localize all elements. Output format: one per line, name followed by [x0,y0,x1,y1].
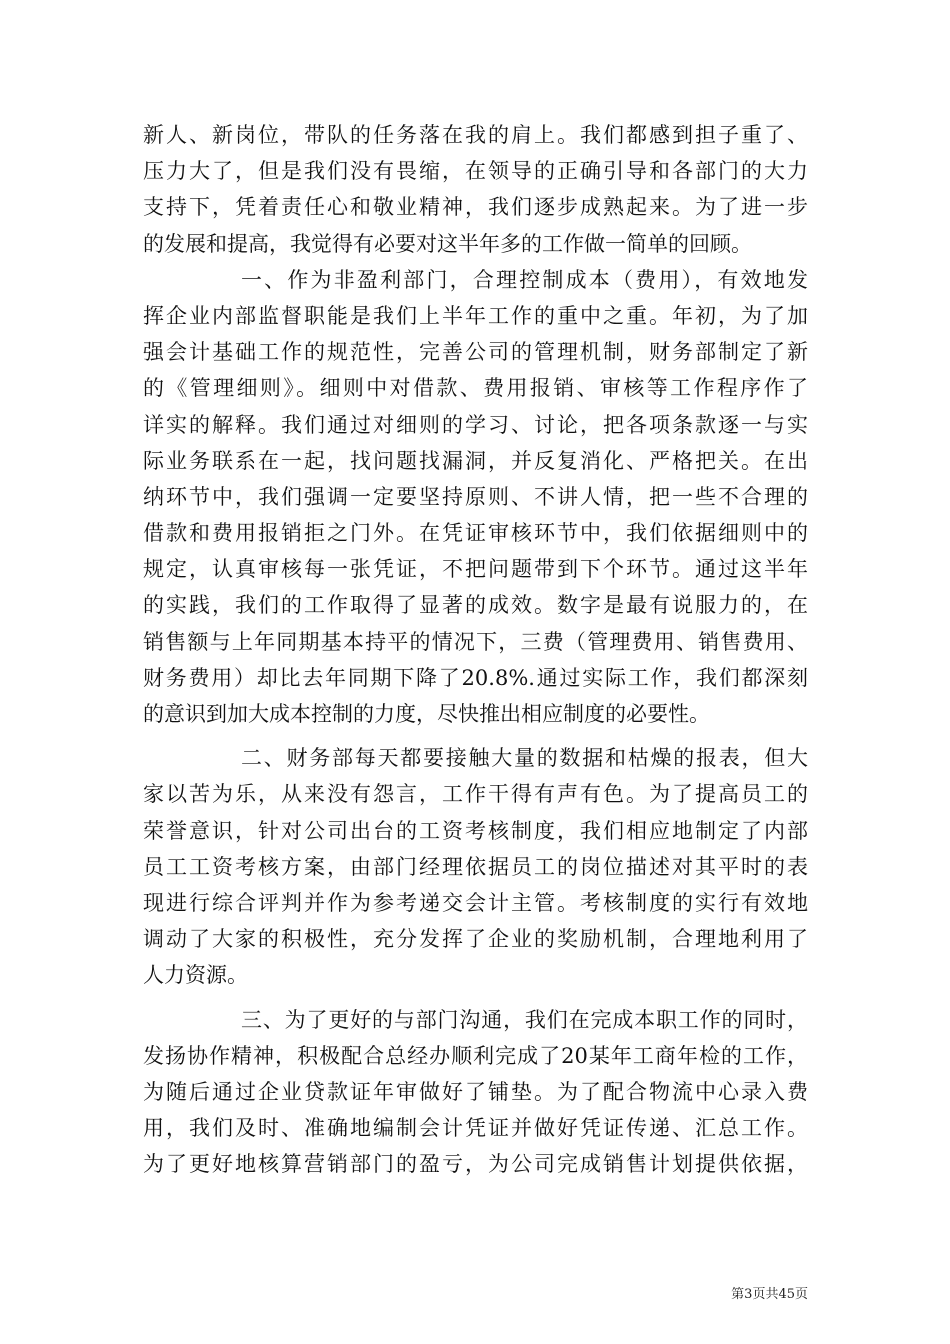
text-line: 挥企业内部监督职能是我们上半年工作的重中之重。年初，为了加 [143,303,808,328]
text-line: 家以苦为乐，从来没有怨言，工作干得有声有色。为了提高员工的 [143,782,808,807]
paragraph-spacer [143,732,808,740]
text-line: 二、财务部每天都要接触大量的数据和枯燥的报表，但大 [241,746,808,771]
text-line: 详实的解释。我们通过对细则的学习、讨论，把各项条款逐一与实 [143,412,808,437]
paragraph-spacer [143,994,808,1002]
text-line: 的发展和提高，我觉得有必要对这半年多的工作做一简单的回顾。 [143,231,752,256]
text-line: 现进行综合评判并作为参考递交会计主管。考核制度的实行有效地 [143,890,808,915]
text-line: 财务费用）却比去年同期下降了20.8%.通过实际工作，我们都深刻 [143,665,808,690]
text-line: 调动了大家的积极性，充分发挥了企业的奖励机制，合理地利用了 [143,927,808,952]
text-line: 借款和费用报销拒之门外。在凭证审核环节中，我们依据细则中的 [143,521,808,546]
page-number-footer: 第3页共45页 [731,1287,808,1302]
text-line: 强会计基础工作的规范性，完善公司的管理机制，财务部制定了新 [143,340,808,365]
text-line: 发扬协作精神，积极配合总经办顺利完成了20某年工商年检的工作， [143,1043,808,1068]
text-line: 的意识到加大成本控制的力度，尽快推出相应制度的必要性。 [143,702,710,726]
text-line: 销售额与上年同期基本持平的情况下，三费（管理费用、销售费用、 [143,629,808,654]
text-line: 的《管理细则》。细则中对借款、费用报销、审核等工作程序作了 [143,376,808,401]
document-body [143,117,808,1182]
text-line: 的实践，我们的工作取得了显著的成效。数字是最有说服力的，在 [143,593,808,618]
text-line: 为了更好地核算营销部门的盈亏，为公司完成销售计划提供依据， [143,1152,808,1177]
text-line: 人力资源。 [143,963,248,988]
text-line: 员工工资考核方案，由部门经理依据员工的岗位描述对其平时的表 [143,854,808,879]
text-line: 际业务联系在一起，找问题找漏洞，并反复消化、严格把关。在出 [143,448,808,473]
text-line: 一、作为非盈利部门，合理控制成本（费用），有效地发 [241,267,808,292]
text-line: 支持下，凭着责任心和敬业精神，我们逐步成熟起来。为了进一步 [143,195,808,220]
text-line: 用，我们及时、准确地编制会计凭证并做好凭证传递、汇总工作。 [143,1116,808,1141]
text-line: 荣誉意识，针对公司出台的工资考核制度，我们相应地制定了内部 [143,818,808,843]
paragraph-3 [143,740,808,993]
text-line: 三、为了更好的与部门沟通，我们在完成本职工作的同时， [241,1007,808,1032]
text-line: 为随后通过企业贷款证年审做好了铺垫。为了配合物流中心录入费 [143,1079,808,1104]
text-line: 纳环节中，我们强调一定要坚持原则、不讲人情，把一些不合理的 [143,484,808,509]
paragraph-1 [143,117,808,262]
text-line: 规定，认真审核每一张凭证，不把问题带到下个环节。通过这半年 [143,557,808,582]
text-line: 压力大了，但是我们没有畏缩，在领导的正确引导和各部门的大力 [143,159,808,184]
paragraph-4 [143,1002,808,1183]
text-line: 新人、新岗位，带队的任务落在我的肩上。我们都感到担子重了、 [143,123,808,147]
paragraph-2 [143,262,808,732]
